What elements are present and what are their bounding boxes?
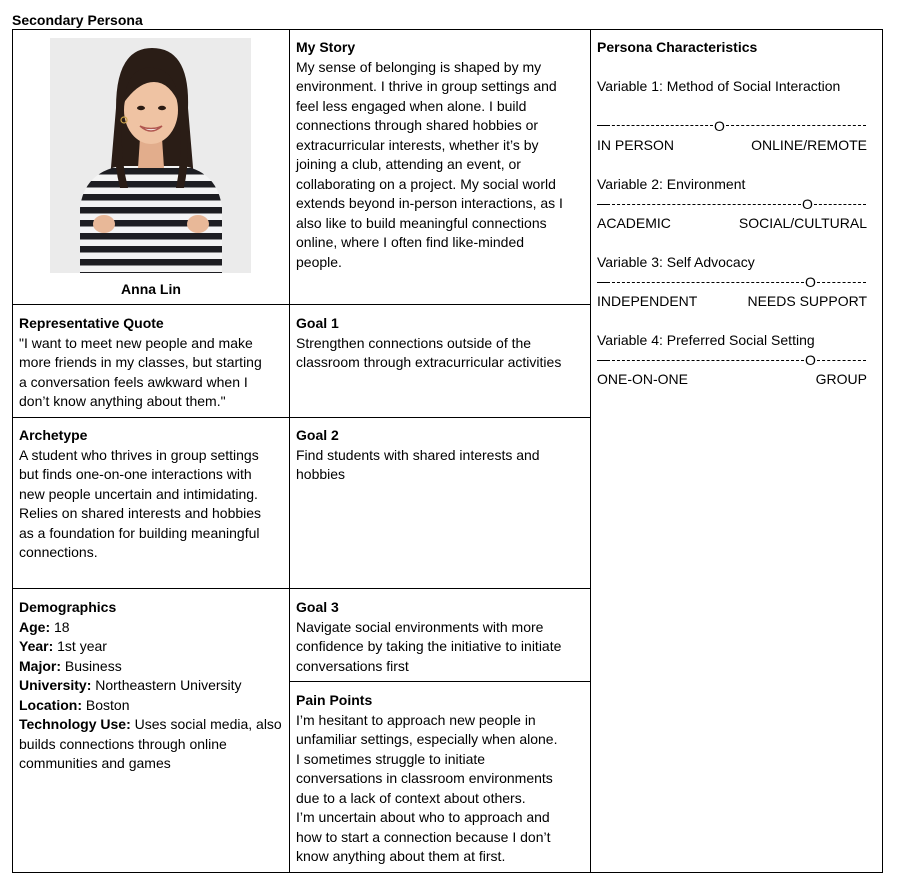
story-line: also like to build meaningful connections bbox=[296, 214, 547, 231]
scale-left-label: IN PERSON bbox=[597, 136, 675, 153]
location-label: Location: bbox=[19, 696, 82, 713]
story-line: collaborating on a project. My social world bbox=[296, 175, 556, 192]
goal1-line: classroom through extracurricular activities bbox=[296, 354, 562, 370]
scale-left-label: ACADEMIC bbox=[597, 215, 671, 231]
age-value: 18 bbox=[54, 618, 70, 635]
major-value: Business bbox=[64, 657, 122, 674]
demographics-section bbox=[19, 598, 282, 774]
archetype-line: connections. bbox=[19, 544, 98, 560]
demographics-location bbox=[19, 696, 282, 716]
story-line: My sense of belonging is shaped by my bbox=[296, 58, 542, 75]
goal3-heading: Goal 3 bbox=[296, 599, 339, 615]
variable-label: Variable 2: Environment bbox=[597, 176, 746, 192]
age-label: Age: bbox=[19, 618, 51, 635]
archetype-line: A student who thrives in group settings bbox=[19, 446, 259, 463]
archetype-line: as a foundation for building meaningful bbox=[19, 524, 260, 541]
scale-left-label: ONE-ON-ONE bbox=[597, 371, 688, 387]
demographics-heading: Demographics bbox=[19, 599, 117, 615]
quote-heading: Representative Quote bbox=[19, 315, 164, 331]
quote-line: "I want to meet new people and make bbox=[19, 334, 253, 351]
pain-point-line: due to a lack of context about others. bbox=[296, 789, 526, 806]
goal2-heading: Goal 2 bbox=[296, 427, 339, 443]
variable-label: Variable 3: Self Advocacy bbox=[597, 254, 755, 270]
goal3-line: conversations first bbox=[296, 657, 409, 674]
archetype-heading: Archetype bbox=[19, 427, 88, 443]
university-label: University: bbox=[19, 677, 92, 693]
pain-point-line: I’m uncertain about who to approach and bbox=[296, 809, 550, 825]
table-border-right bbox=[882, 29, 883, 873]
goal2-section bbox=[296, 426, 540, 485]
tech-label: Technology Use: bbox=[19, 716, 131, 732]
tech-line: builds connections through online bbox=[19, 735, 227, 752]
scale-bar bbox=[597, 273, 867, 293]
pain-point-line: unfamiliar settings, especially when alone. bbox=[296, 731, 558, 747]
story-line: extends beyond in-person interactions, as I bbox=[296, 195, 563, 211]
story-heading: My Story bbox=[296, 39, 356, 55]
story-line: online, where I often find like-minded bbox=[296, 234, 525, 250]
scale-marker: O bbox=[805, 274, 816, 291]
scale-marker: O bbox=[714, 117, 725, 134]
scale-left-label: INDEPENDENT bbox=[597, 293, 698, 309]
goal2-line: hobbies bbox=[296, 466, 346, 482]
goal3-line: confidence by taking the initiative to initiate bbox=[296, 638, 562, 654]
story-section bbox=[296, 38, 563, 272]
year-value: 1st year bbox=[57, 638, 107, 654]
column-divider-1 bbox=[289, 29, 290, 873]
variable-label: Variable 4: Preferred Social Setting bbox=[597, 332, 815, 348]
variable-4 bbox=[597, 331, 867, 390]
archetype-line: Relies on shared interests and hobbies bbox=[19, 505, 262, 521]
location-value: Boston bbox=[85, 696, 130, 713]
variable-3 bbox=[597, 253, 867, 312]
persona-name: Anna Lin bbox=[121, 281, 181, 297]
table-border-left bbox=[12, 29, 13, 873]
archetype-line: but finds one-on-one interactions with bbox=[19, 466, 252, 482]
pain-point-line: know anything about them at first. bbox=[296, 848, 506, 864]
row-divider-4 bbox=[289, 681, 591, 682]
row-divider-3 bbox=[12, 588, 591, 589]
goal2-line: Find students with shared interests and bbox=[296, 446, 540, 463]
row-divider-1 bbox=[12, 304, 591, 305]
scale-right-label: SOCIAL/CULTURAL bbox=[738, 215, 867, 231]
table-border-top bbox=[12, 29, 883, 30]
pain-point-line: how to start a connection because I don’t bbox=[296, 828, 551, 845]
quote-line: don’t know anything about them." bbox=[19, 393, 226, 409]
characteristics-heading: Persona Characteristics bbox=[597, 39, 758, 55]
pain-point-line: conversations in classroom environments bbox=[296, 770, 553, 786]
scale-bar bbox=[597, 195, 867, 215]
demographics-tech bbox=[19, 715, 282, 735]
variable-1 bbox=[597, 77, 867, 155]
scale-marker: O bbox=[802, 196, 813, 213]
row-divider-2 bbox=[12, 417, 591, 418]
scale-right-label: NEEDS SUPPORT bbox=[747, 293, 867, 309]
pain-points-section bbox=[296, 691, 557, 867]
scale-right-label: GROUP bbox=[815, 371, 867, 387]
quote-line: a conversation feels awkward when I bbox=[19, 373, 248, 390]
archetype-line: new people uncertain and intimidating. bbox=[19, 485, 258, 502]
tech-line: communities and games bbox=[19, 755, 171, 771]
demographics-university bbox=[19, 676, 282, 696]
variable-2 bbox=[597, 175, 867, 234]
demographics-major bbox=[19, 657, 282, 677]
demographics-age bbox=[19, 618, 282, 638]
story-line: feel less engaged when alone. I build bbox=[296, 97, 527, 114]
tech-value: Uses social media, also bbox=[134, 716, 282, 732]
scale-right-label: ONLINE/REMOTE bbox=[751, 136, 867, 153]
goal3-line: Navigate social environments with more bbox=[296, 618, 544, 635]
year-label: Year: bbox=[19, 638, 54, 654]
pain-point-line: I sometimes struggle to initiate bbox=[296, 750, 486, 767]
persona-photo bbox=[50, 38, 251, 273]
story-line: extracurricular interests, whether it’s by bbox=[296, 136, 539, 153]
page-title: Secondary Persona bbox=[12, 12, 143, 28]
column-divider-2 bbox=[590, 29, 591, 873]
scale-marker: O bbox=[805, 352, 816, 369]
story-line: environment. I thrive in group settings and bbox=[296, 78, 557, 94]
goal1-heading: Goal 1 bbox=[296, 315, 339, 331]
scale-bar bbox=[597, 351, 867, 371]
archetype-section bbox=[19, 426, 261, 563]
story-line: joining a club, attending an event, or bbox=[296, 156, 521, 172]
variable-label: Variable 1: Method of Social Interaction bbox=[597, 78, 841, 94]
goal1-line: Strengthen connections outside of the bbox=[296, 334, 532, 351]
scale-bar bbox=[597, 116, 867, 136]
table-border-bottom bbox=[12, 872, 883, 873]
demographics-year bbox=[19, 637, 282, 657]
goal1-section bbox=[296, 314, 561, 373]
pain-points-heading: Pain Points bbox=[296, 692, 373, 708]
pain-point-line: I’m hesitant to approach new people in bbox=[296, 711, 536, 728]
university-value: Northeastern University bbox=[95, 677, 242, 693]
story-line: people. bbox=[296, 253, 342, 270]
major-label: Major: bbox=[19, 657, 61, 674]
quote-line: more friends in my classes, but starting bbox=[19, 354, 262, 370]
quote-section bbox=[19, 314, 262, 412]
story-line: connections through shared hobbies or bbox=[296, 117, 539, 133]
goal3-section bbox=[296, 598, 561, 676]
